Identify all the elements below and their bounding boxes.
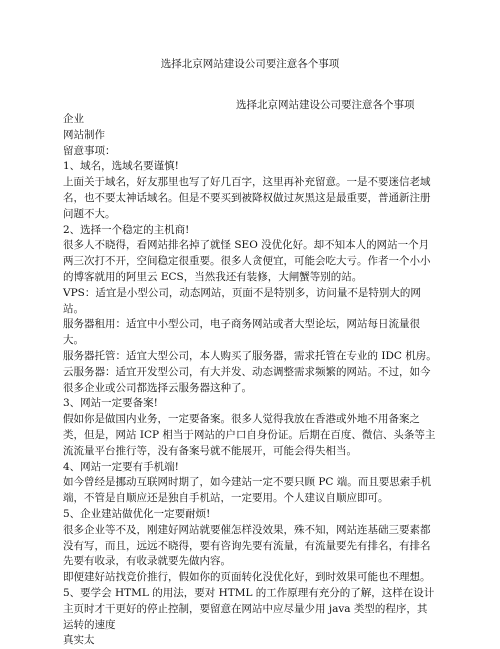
paragraph: 云服务器：适宜开发型公司，有大并发、动态调整需求频繁的网站。不过，如今很多企业或公司都选择云服务器这种了。 [63, 365, 431, 394]
paragraph: 真实太 [63, 634, 95, 647]
paragraph: 上面关于域名，好友那里也写了好几百字，这里再补充留意。一是不要迷信老域名，也不要太神话域名。但是不要买到被降权做过灰黑这是最重要，普通新注册问题不大。 [63, 176, 431, 220]
document-body [63, 112, 437, 649]
document-subtitle: 选择北京网站建设公司要注意各个事项 [236, 99, 415, 111]
paragraph: 5、要学会 HTML 的用法，要对 HTML 的工作原理有充分的了解，这样在设计主页时才干更好的停止控制，要留意在网站中应尽量少用 java 类型的程序，其运转的速度 [63, 586, 435, 631]
section-heading: 2、选择一个稳定的主机商! [63, 223, 190, 236]
paragraph: 企业 [63, 113, 84, 125]
paragraph: 服务器租用：适宜中小型公司，电子商务网站或者大型论坛，网站每日流量很大。 [63, 318, 420, 347]
section-heading: 4、网站一定要有手机端! [63, 460, 179, 473]
document-title: 选择北京网站建设公司要注意各个事项 [160, 58, 340, 70]
paragraph: 很多企业等不及，刚建好网站就要催怎样没效果，殊不知，网站连基础三要素都没有写，而且，远远不晓得，要有咨询先要有流量，有流量要先有排名，有排名先要有收录，有收录就要先做内容。 [63, 523, 431, 568]
section-heading: 1、域名，选域名要谨慎! [63, 160, 179, 173]
paragraph: 留意事项： [63, 144, 116, 157]
paragraph: 服务器托管：适宜大型公司，本人购买了服务器，需求托管在专业的 IDC 机房。 [63, 349, 437, 362]
section-heading: 3、网站一定要备案! [63, 397, 158, 410]
section-heading: 5、企业建站做优化一定要耐烦! [63, 507, 211, 520]
paragraph: 假如你是做国内业务，一定要备案。很多人觉得我放在香港或外地不用备案之类，但是，网站 ICP 相当于网站的户口自身份证。后期在百度、微信、头条等主流流量平台推行等，没有备案号就不能展开，可能会得失相当。 [63, 413, 436, 457]
paragraph: 如今曾经是挪动互联网时期了，如今建站一定不要只顾 PC 端。而且要思索手机端，不管是自顺应还是独自手机站，一定要用。个人建议自顺应即可。 [63, 476, 432, 505]
paragraph: VPS：适宜是小型公司，动态网站，页面不是特别多，访问量不是特别大的网站。 [63, 286, 421, 315]
paragraph: 很多人不晓得，看网站排名掉了就怪 SEO 没优化好。却不知本人的网站一个月两三次打不开，空间稳定很重要。很多人贪便宜，可能会吃大亏。作者一个小小的博客就用的阿里云 ECS，当然我还有装修，大闸蟹等别的站。 [63, 239, 431, 283]
paragraph: 即便建好站找竞价推行，假如你的页面转化没优化好，到时效果可能也不理想。 [63, 571, 431, 584]
paragraph: 网站制作 [63, 128, 105, 141]
